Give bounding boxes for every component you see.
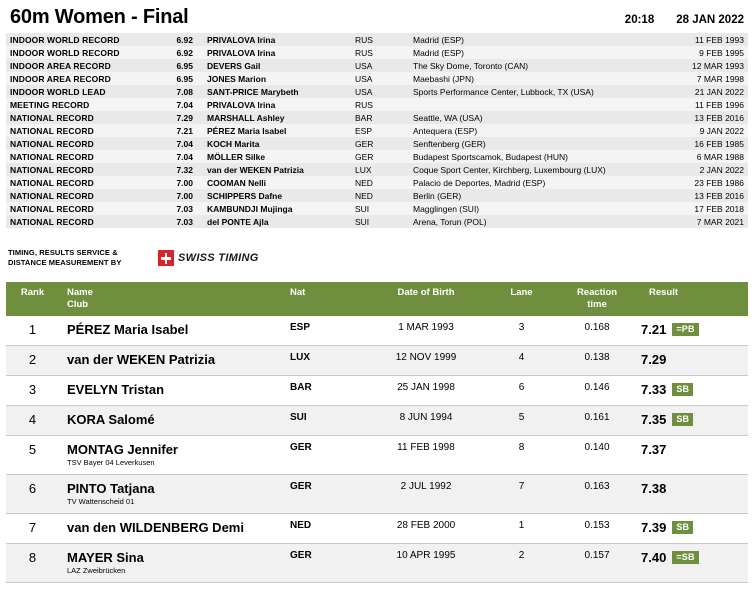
timing-credit [6, 248, 748, 268]
timing-credit-line2: DISTANCE MEASUREMENT BY [8, 258, 122, 268]
athlete-nat: BAR [290, 382, 312, 393]
record-type: MEETING RECORD [10, 99, 90, 110]
record-time: 6.92 [176, 47, 193, 58]
record-place: Seattle, WA (USA) [413, 112, 483, 123]
record-type: INDOOR AREA RECORD [10, 60, 111, 71]
column-header-dob: Date of Birth [362, 282, 490, 316]
record-time: 6.92 [176, 34, 193, 45]
column-header-name-label: Name [67, 287, 93, 299]
table-row[interactable] [6, 376, 748, 406]
athlete-club [59, 535, 286, 538]
result-rank: 8 [28, 550, 37, 565]
table-row[interactable] [6, 406, 748, 436]
table-row [6, 124, 748, 137]
record-type: NATIONAL RECORD [10, 138, 94, 149]
column-header-rank: Rank [6, 282, 59, 316]
athlete-lane: 6 [518, 382, 525, 393]
athlete-club: LAZ Zweibrücken [67, 566, 126, 575]
athlete-result: 7.38 [641, 481, 667, 496]
athlete-lane: 7 [518, 481, 525, 492]
record-nat: RUS [355, 99, 373, 110]
record-time: 7.04 [176, 99, 193, 110]
record-time: 7.03 [176, 216, 193, 227]
record-date: 13 FEB 2016 [694, 190, 744, 201]
record-athlete: SCHIPPERS Dafne [207, 190, 283, 201]
record-type: NATIONAL RECORD [10, 190, 94, 201]
result-rank: 2 [28, 352, 37, 367]
record-athlete: MARSHALL Ashley [207, 112, 285, 123]
athlete-nat: SUI [290, 412, 307, 423]
record-place: Budapest Sportscamok, Budapest (HUN) [413, 151, 568, 162]
table-row [6, 111, 748, 124]
record-date: 21 JAN 2022 [694, 86, 744, 97]
athlete-name: van der WEKEN Patrizia [67, 352, 216, 367]
record-time: 7.04 [176, 138, 193, 149]
record-type: INDOOR WORLD RECORD [10, 34, 120, 45]
record-time: 7.04 [176, 151, 193, 162]
record-athlete: KAMBUNDJI Mujinga [207, 203, 293, 214]
record-place: Palacio de Deportes, Madrid (ESP) [413, 177, 546, 188]
swiss-cross-icon [158, 250, 174, 266]
athlete-lane: 2 [518, 550, 525, 561]
table-row [6, 176, 748, 189]
table-row [6, 46, 748, 59]
table-row [6, 150, 748, 163]
record-nat: RUS [355, 47, 373, 58]
event-time: 20:18 [624, 14, 655, 26]
swiss-timing-wordmark: SWISS TIMING [178, 252, 259, 265]
timing-credit-line1: TIMING, RESULTS SERVICE & [8, 248, 118, 257]
record-date: 9 FEB 1995 [699, 47, 744, 58]
record-place: Coque Sport Center, Kirchberg, Luxembourg (LUX) [413, 164, 606, 175]
athlete-club: TV Wattenscheid 01 [67, 497, 135, 506]
table-row[interactable] [6, 514, 748, 544]
table-row [6, 33, 748, 46]
record-nat: GER [355, 138, 374, 149]
record-nat: LUX [355, 164, 372, 175]
record-place [409, 98, 650, 111]
record-place: Magglingen (SUI) [413, 203, 480, 214]
record-date: 16 FEB 1985 [694, 138, 744, 149]
result-rank: 7 [28, 520, 37, 535]
athlete-dob: 10 APR 1995 [396, 550, 456, 561]
event-date: 28 JAN 2022 [676, 14, 744, 26]
record-type: NATIONAL RECORD [10, 216, 94, 227]
athlete-club [59, 397, 286, 400]
athlete-result: 7.35 [641, 412, 667, 427]
athlete-result: 7.21 [641, 322, 667, 337]
record-nat: ESP [355, 125, 373, 136]
record-date: 17 FEB 2018 [694, 203, 744, 214]
record-date: 13 FEB 2016 [694, 112, 744, 123]
record-place: Sports Performance Center, Lubbock, TX (USA) [413, 86, 594, 97]
athlete-dob: 8 JUN 1994 [399, 412, 453, 423]
record-athlete: COOMAN Nelli [207, 177, 267, 188]
record-type: NATIONAL RECORD [10, 203, 94, 214]
result-rank: 5 [28, 442, 37, 457]
table-row[interactable] [6, 436, 748, 475]
result-badge: SB [672, 521, 693, 534]
record-athlete: del PONTE Ajla [207, 216, 269, 227]
result-rank: 4 [28, 412, 37, 427]
record-date: 7 MAR 1998 [696, 73, 744, 84]
record-time: 7.00 [176, 190, 193, 201]
record-athlete: van der WEKEN Patrizia [207, 164, 304, 175]
record-time: 7.32 [176, 164, 193, 175]
table-row [6, 202, 748, 215]
athlete-lane: 5 [518, 412, 525, 423]
record-nat: SUI [355, 203, 370, 214]
record-athlete: MÖLLER Silke [207, 151, 266, 162]
athlete-reaction-time: 0.138 [584, 352, 610, 363]
athlete-dob: 11 FEB 1998 [397, 442, 455, 453]
athlete-dob: 12 NOV 1999 [395, 352, 457, 363]
record-date: 23 FEB 1986 [694, 177, 744, 188]
result-badge: =SB [672, 551, 698, 564]
record-time: 7.00 [176, 177, 193, 188]
record-athlete: PRIVALOVA Irina [207, 99, 276, 110]
record-nat: USA [355, 73, 373, 84]
table-row [6, 59, 748, 72]
athlete-lane: 4 [518, 352, 525, 363]
athlete-dob: 1 MAR 1993 [398, 322, 454, 333]
record-place: The Sky Dome, Toronto (CAN) [413, 60, 529, 71]
record-type: NATIONAL RECORD [10, 164, 94, 175]
athlete-dob: 25 JAN 1998 [397, 382, 455, 393]
column-header-name [59, 282, 286, 316]
record-place: Maebashi (JPN) [413, 73, 474, 84]
column-header-nat: Nat [286, 282, 362, 316]
athlete-nat: LUX [290, 352, 310, 363]
table-row [6, 189, 748, 202]
record-athlete: DEVERS Gail [207, 60, 261, 71]
result-rank: 3 [28, 382, 37, 397]
table-row [6, 137, 748, 150]
timing-credit-text [8, 248, 158, 268]
record-nat: GER [355, 151, 374, 162]
swiss-timing-logo [158, 250, 259, 266]
record-athlete: SANT-PRICE Marybeth [207, 86, 299, 97]
athlete-nat: ESP [290, 322, 311, 333]
record-time: 7.21 [176, 125, 193, 136]
record-place: Madrid (ESP) [413, 47, 465, 58]
record-date: 9 JAN 2022 [699, 125, 744, 136]
athlete-nat: GER [290, 550, 312, 561]
athlete-result: 7.39 [641, 520, 667, 535]
athlete-name: KORA Salomé [67, 412, 155, 427]
athlete-nat: NED [290, 520, 312, 531]
result-badge: SB [672, 383, 693, 396]
athlete-result: 7.37 [641, 442, 667, 457]
column-header-reaction-time [553, 282, 641, 316]
result-rank: 1 [28, 322, 37, 337]
athlete-result: 7.40 [641, 550, 667, 565]
record-date: 11 FEB 1993 [695, 34, 744, 45]
athlete-club [59, 337, 286, 340]
table-row [6, 163, 748, 176]
record-type: NATIONAL RECORD [10, 125, 94, 136]
record-date: 2 JAN 2022 [699, 164, 744, 175]
results-header-row [6, 282, 748, 316]
header-meta [625, 14, 744, 26]
athlete-reaction-time: 0.157 [584, 550, 610, 561]
athlete-nat: GER [290, 442, 312, 453]
record-type: NATIONAL RECORD [10, 112, 94, 123]
record-place: Berlin (GER) [413, 190, 462, 201]
record-athlete: KOCH Marita [207, 138, 260, 149]
athlete-name: MAYER Sina [67, 550, 144, 565]
athlete-name: PÉREZ Maria Isabel [67, 322, 189, 337]
record-date: 11 FEB 1996 [695, 99, 744, 110]
athlete-name: MONTAG Jennifer [67, 442, 178, 457]
record-type: INDOOR WORLD LEAD [10, 86, 106, 97]
athlete-dob: 2 JUL 1992 [400, 481, 452, 492]
record-nat: BAR [355, 112, 373, 123]
column-header-lane: Lane [490, 282, 553, 316]
record-time: 6.95 [176, 73, 193, 84]
table-row [6, 98, 748, 111]
athlete-result: 7.29 [641, 352, 667, 367]
athlete-reaction-time: 0.153 [584, 520, 610, 531]
record-place: Madrid (ESP) [413, 34, 465, 45]
record-time: 7.29 [176, 112, 193, 123]
record-type: NATIONAL RECORD [10, 177, 94, 188]
athlete-lane: 8 [518, 442, 525, 453]
result-rank: 6 [28, 481, 37, 496]
record-athlete: JONES Marion [207, 73, 267, 84]
record-nat: NED [355, 177, 373, 188]
athlete-lane: 1 [518, 520, 525, 531]
table-row[interactable] [6, 475, 748, 514]
record-place: Antequera (ESP) [413, 125, 478, 136]
athlete-reaction-time: 0.163 [584, 481, 610, 492]
record-nat: USA [355, 60, 373, 71]
page-header [6, 0, 748, 33]
record-athlete: PRIVALOVA Irina [207, 34, 276, 45]
athlete-nat: GER [290, 481, 312, 492]
record-nat: RUS [355, 34, 373, 45]
athlete-lane: 3 [518, 322, 525, 333]
record-athlete: PRIVALOVA Irina [207, 47, 276, 58]
record-place: Senftenberg (GER) [413, 138, 486, 149]
record-date: 12 MAR 1993 [692, 60, 744, 71]
record-nat: SUI [355, 216, 370, 227]
athlete-reaction-time: 0.161 [584, 412, 610, 423]
athlete-reaction-time: 0.146 [584, 382, 610, 393]
athlete-name: EVELYN Tristan [67, 382, 165, 397]
column-header-result: Result [641, 282, 748, 316]
record-time: 6.95 [176, 60, 193, 71]
record-type: NATIONAL RECORD [10, 151, 94, 162]
table-row [6, 72, 748, 85]
table-row[interactable] [6, 544, 748, 583]
athlete-club [59, 367, 286, 370]
athlete-reaction-time: 0.140 [584, 442, 610, 453]
athlete-reaction-time: 0.168 [584, 322, 610, 333]
athlete-club [59, 427, 286, 430]
table-row[interactable] [6, 316, 748, 346]
record-type: INDOOR WORLD RECORD [10, 47, 120, 58]
table-row [6, 85, 748, 98]
athlete-dob: 28 FEB 2000 [396, 520, 456, 531]
table-row [6, 215, 748, 228]
record-type: INDOOR AREA RECORD [10, 73, 111, 84]
result-badge: SB [672, 413, 693, 426]
column-header-reaction-line1: Reaction [576, 287, 618, 299]
records-table [6, 33, 748, 228]
record-nat: NED [355, 190, 373, 201]
page-title: 60m Women - Final [10, 6, 189, 28]
athlete-name: van den WILDENBERG Demi [67, 520, 244, 535]
record-athlete: PÉREZ Maria Isabel [207, 125, 287, 136]
record-place: Arena, Torun (POL) [413, 216, 487, 227]
athlete-club: TSV Bayer 04 Leverkusen [67, 458, 155, 467]
table-row[interactable] [6, 346, 748, 376]
column-header-club-label: Club [67, 299, 89, 311]
results-table [6, 282, 748, 583]
athlete-result: 7.33 [641, 382, 667, 397]
record-time: 7.08 [176, 86, 193, 97]
record-time: 7.03 [176, 203, 193, 214]
record-date: 6 MAR 1988 [696, 151, 744, 162]
record-nat: USA [355, 86, 373, 97]
record-date: 7 MAR 2021 [696, 216, 744, 227]
result-badge: =PB [672, 323, 698, 336]
column-header-reaction-line2: time [587, 299, 607, 311]
athlete-name: PINTO Tatjana [67, 481, 155, 496]
